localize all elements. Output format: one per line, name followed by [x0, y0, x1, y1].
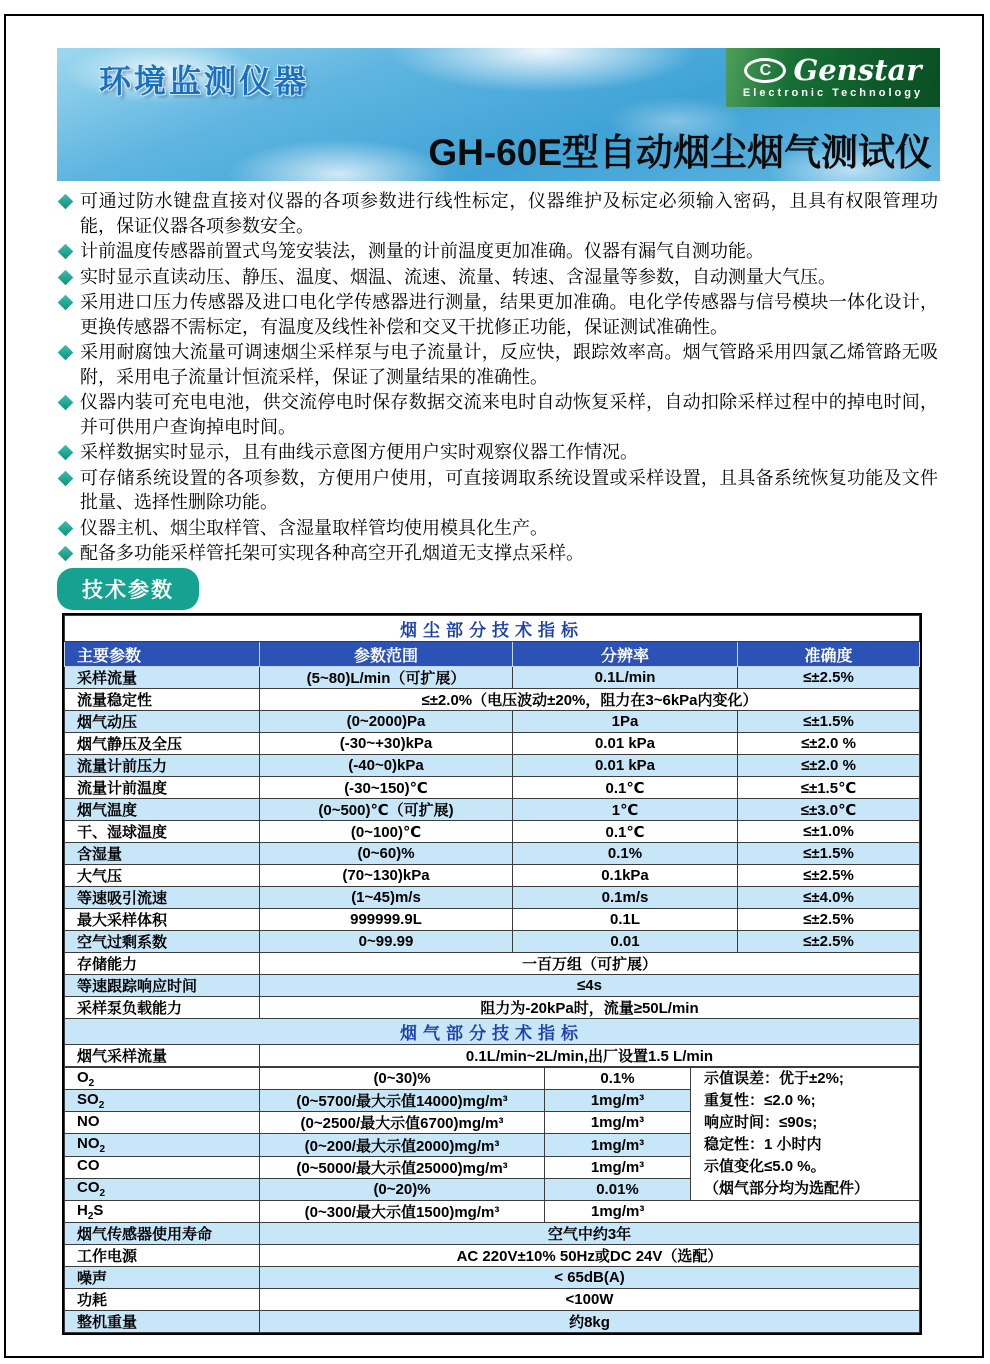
value-cell: 约8kg [260, 1311, 920, 1333]
range-cell: (-30~+30)kPa [260, 733, 513, 755]
param-cell: $SO_2$ [65, 1090, 260, 1112]
gas-spec-table [64, 1067, 920, 1333]
param-cell: 流量计前温度 [65, 777, 260, 799]
range-cell: (70~130)kPa [260, 865, 513, 887]
resolution-cell: 1mg/m³ [545, 1201, 920, 1223]
param-cell: 功耗 [65, 1289, 260, 1311]
param-cell: 采样流量 [65, 667, 260, 689]
accuracy-cell: ≤±2.5% [738, 909, 920, 931]
dust-spec-table [64, 615, 920, 1067]
param-cell: NO [65, 1112, 260, 1134]
param-cell: 空气过剩系数 [65, 931, 260, 953]
diamond-bullet-icon [58, 295, 74, 311]
resolution-cell: 1℃ [513, 799, 738, 821]
col-header-range: 参数范围 [260, 642, 513, 667]
value-cell: AC 220V±10% 50Hz或DC 24V（选配） [260, 1245, 920, 1267]
note-line: 重复性：≤2.0 %; [704, 1092, 816, 1109]
table-row [65, 909, 920, 931]
param-cell: $H_2S$ [65, 1201, 260, 1223]
value-cell: 一百万组（可扩展） [260, 953, 920, 975]
feature-item [60, 541, 938, 566]
resolution-cell: 1mg/m³ [545, 1134, 691, 1156]
table-row [65, 1289, 920, 1311]
resolution-cell: 1Pa [513, 711, 738, 733]
value-cell: ≤4s [260, 975, 920, 997]
note-line: 稳定性：1 小时内 [704, 1136, 822, 1153]
resolution-cell: 0.1kPa [513, 865, 738, 887]
range-cell: (-30~150)℃ [260, 777, 513, 799]
range-cell: (-40~0)kPa [260, 755, 513, 777]
range-cell: (0~2500/最大示值6700)mg/m³ [260, 1112, 545, 1134]
col-header-accuracy: 准确度 [738, 642, 920, 667]
feature-text: 可通过防水键盘直接对仪器的各项参数进行线性标定，仪器维护及标定必须输入密码，且具有权限管理功能，保证仪器各项参数安全。 [80, 191, 938, 236]
range-cell: 0~99.99 [260, 931, 513, 953]
param-cell: $O_2$ [65, 1068, 260, 1090]
table-row [65, 667, 920, 689]
value-cell: < 65dB(A) [260, 1267, 920, 1289]
accuracy-cell: ≤±2.5% [738, 931, 920, 953]
range-cell: (5~80)L/min（可扩展） [260, 667, 513, 689]
diamond-bullet-icon [58, 546, 74, 562]
feature-text: 仪器主机、烟尘取样管、含湿量取样管均使用模具化生产。 [80, 517, 548, 538]
resolution-cell: 0.01 kPa [513, 755, 738, 777]
param-cell: 烟气静压及全压 [65, 733, 260, 755]
table-row [65, 777, 920, 799]
dust-section-title: 烟尘部分技术指标 [65, 616, 920, 642]
resolution-cell: 0.1% [545, 1068, 691, 1090]
feature-text: 采用进口压力传感器及进口电化学传感器进行测量，结果更加准确。电化学传感器与信号模块一体化设计，更换传感器不需标定，有温度及线性补偿和交叉干扰修正功能，保证测试准确性。 [80, 292, 938, 337]
table-row [65, 1068, 920, 1090]
feature-item [60, 265, 938, 290]
logo-subtitle: Electronic Technology [742, 87, 924, 99]
table-row [65, 1267, 920, 1289]
resolution-cell: 0.1℃ [513, 821, 738, 843]
feature-item [60, 516, 938, 541]
param-cell: 噪声 [65, 1267, 260, 1289]
resolution-cell: 0.1L/min [513, 667, 738, 689]
note-line: （烟气部分均为选配件） [704, 1180, 870, 1197]
note-line: 示值变化≤5.0 %。 [704, 1158, 826, 1175]
feature-text: 实时显示直读动压、静压、温度、烟温、流速、流量、转速、含湿量等参数，自动测量大气压。 [80, 266, 836, 287]
range-cell: (0~200/最大示值2000)mg/m³ [260, 1134, 545, 1156]
table-row [65, 755, 920, 777]
header-row [65, 642, 920, 667]
param-cell: 烟气采样流量 [65, 1045, 260, 1067]
feature-item [60, 189, 938, 238]
resolution-cell: 1mg/m³ [545, 1112, 691, 1134]
resolution-cell: 1mg/m³ [545, 1090, 691, 1112]
diamond-bullet-icon [58, 470, 74, 486]
col-header-param: 主要参数 [65, 642, 260, 667]
param-cell: 流量稳定性 [65, 689, 260, 711]
note-line: 响应时间：≤90s; [704, 1114, 818, 1131]
diamond-bullet-icon [58, 520, 74, 536]
range-cell: (0~60)% [260, 843, 513, 865]
table-row [65, 1311, 920, 1333]
param-cell: $CO_2$ [65, 1178, 260, 1200]
param-cell: CO [65, 1156, 260, 1178]
feature-item [60, 440, 938, 465]
table-row [65, 821, 920, 843]
resolution-cell: 0.1℃ [513, 777, 738, 799]
param-cell: 工作电源 [65, 1245, 260, 1267]
diamond-bullet-icon [58, 194, 74, 210]
range-cell: (0~500)℃（可扩展) [260, 799, 513, 821]
accuracy-cell: ≤±1.5% [738, 843, 920, 865]
feature-list [60, 189, 938, 567]
feature-text: 可存储系统设置的各项参数，方便用户使用，可直接调取系统设置或采样设置，且具备系统恢复功能及文件批量、选择性删除功能。 [80, 467, 938, 512]
table-row [65, 711, 920, 733]
resolution-cell: 0.01 kPa [513, 733, 738, 755]
range-cell: (0~5000/最大示值25000)mg/m³ [260, 1156, 545, 1178]
product-title: GH-60E型自动烟尘烟气测试仪 [428, 132, 932, 173]
table-row [65, 953, 920, 975]
param-cell: $NO_2$ [65, 1134, 260, 1156]
spec-table [62, 613, 922, 1335]
diamond-bullet-icon [58, 244, 74, 260]
feature-item [60, 390, 938, 439]
param-cell: 等速跟踪响应时间 [65, 975, 260, 997]
feature-text: 仪器内装可充电电池，供交流停电时保存数据交流来电时自动恢复采样，自动扣除采样过程中的掉电时间，并可供用户查询掉电时间。 [80, 392, 938, 437]
note-line: 示值误差：优于±2%; [704, 1070, 844, 1087]
range-cell: (0~300/最大示值1500)mg/m³ [260, 1201, 545, 1223]
accuracy-cell: ≤±2.5% [738, 667, 920, 689]
accuracy-cell: ≤±2.0 % [738, 733, 920, 755]
range-cell: (0~100)℃ [260, 821, 513, 843]
accuracy-cell: ≤±4.0% [738, 887, 920, 909]
accuracy-cell: ≤±1.0% [738, 821, 920, 843]
diamond-bullet-icon [58, 269, 74, 285]
feature-text: 计前温度传感器前置式鸟笼安装法，测量的计前温度更加准确。仪器有漏气自测功能。 [80, 241, 764, 261]
value-cell: ≤±2.0%（电压波动±20%，阻力在3~6kPa内变化） [260, 689, 920, 711]
accuracy-cell: ≤±1.5% [738, 711, 920, 733]
range-cell: (1~45)m/s [260, 887, 513, 909]
param-cell: 流量计前压力 [65, 755, 260, 777]
accuracy-cell: ≤±2.5% [738, 865, 920, 887]
param-cell: 烟气温度 [65, 799, 260, 821]
col-header-resolution: 分辨率 [513, 642, 738, 667]
feature-item [60, 466, 938, 515]
table-row [65, 1223, 920, 1245]
value-cell: 0.1L/min~2L/min,出厂设置1.5 L/min [260, 1045, 920, 1067]
diamond-bullet-icon [58, 345, 74, 361]
table-row [65, 887, 920, 909]
param-cell: 整机重量 [65, 1311, 260, 1333]
param-cell: 含湿量 [65, 843, 260, 865]
param-cell: 大气压 [65, 865, 260, 887]
tech-params-badge: 技术参数 [57, 568, 199, 610]
table-row [65, 733, 920, 755]
table-row [65, 975, 920, 997]
feature-item [60, 239, 938, 264]
accuracy-cell: ≤±3.0℃ [738, 799, 920, 821]
table-row [65, 1045, 920, 1067]
genstar-ellipse-icon: C [744, 58, 786, 83]
value-cell: 阻力为-20kPa时，流量≥50L/min [260, 997, 920, 1019]
feature-text: 配备多功能采样管托架可实现各种高空开孔烟道无支撑点采样。 [80, 543, 584, 563]
table-row [65, 1201, 920, 1223]
param-cell: 烟气传感器使用寿命 [65, 1223, 260, 1245]
param-cell: 烟气动压 [65, 711, 260, 733]
resolution-cell: 0.1m/s [513, 887, 738, 909]
param-cell: 等速吸引流速 [65, 887, 260, 909]
value-cell: 空气中约3年 [260, 1223, 920, 1245]
param-cell: 最大采样体积 [65, 909, 260, 931]
accuracy-cell: ≤±1.5℃ [738, 777, 920, 799]
range-cell: (0~2000)Pa [260, 711, 513, 733]
resolution-cell: 0.01 [513, 931, 738, 953]
genstar-logo [726, 48, 940, 107]
table-row [65, 843, 920, 865]
range-cell: 999999.9L [260, 909, 513, 931]
gas-section-title: 烟气部分技术指标 [65, 1019, 920, 1045]
table-row [65, 689, 920, 711]
category-label: 环境监测仪器 [99, 63, 310, 99]
range-cell: (0~20)% [260, 1178, 545, 1200]
table-row [65, 1245, 920, 1267]
range-cell: (0~5700/最大示值14000)mg/m³ [260, 1090, 545, 1112]
table-row [65, 865, 920, 887]
feature-item [60, 340, 938, 389]
feature-item [60, 290, 938, 339]
param-cell: 存储能力 [65, 953, 260, 975]
resolution-cell: 1mg/m³ [545, 1156, 691, 1178]
header-banner [57, 48, 940, 181]
accuracy-cell: ≤±2.0 % [738, 755, 920, 777]
diamond-bullet-icon [58, 445, 74, 461]
feature-text: 采用耐腐蚀大流量可调速烟尘采样泵与电子流量计，反应快，跟踪效率高。烟气管路采用四氯乙烯管路无吸附，采用电子流量计恒流采样，保证了测量结果的准确性。 [80, 342, 938, 387]
table-row [65, 799, 920, 821]
param-cell: 采样泵负载能力 [65, 997, 260, 1019]
range-cell: (0~30)% [260, 1068, 545, 1090]
diamond-bullet-icon [58, 395, 74, 411]
table-row [65, 997, 920, 1019]
feature-text: 采样数据实时显示，且有曲线示意图方便用户实时观察仪器工作情况。 [80, 442, 638, 462]
gas-note-box [691, 1068, 920, 1201]
param-cell: 干、湿球温度 [65, 821, 260, 843]
table-row [65, 931, 920, 953]
value-cell: <100W [260, 1289, 920, 1311]
resolution-cell: 0.01% [545, 1178, 691, 1200]
resolution-cell: 0.1% [513, 843, 738, 865]
logo-brand-text: Genstar [793, 53, 922, 87]
resolution-cell: 0.1L [513, 909, 738, 931]
